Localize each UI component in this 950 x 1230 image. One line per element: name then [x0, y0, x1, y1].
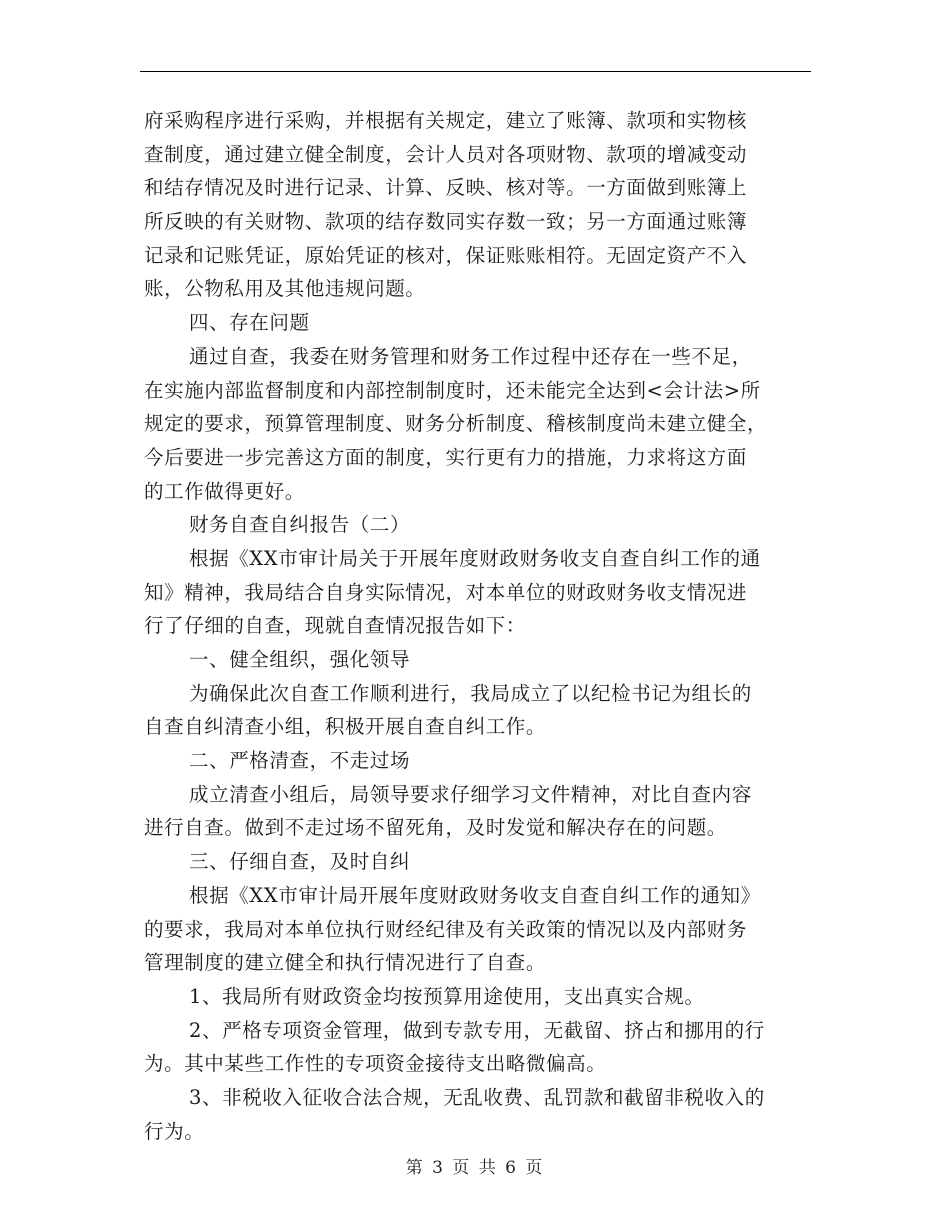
text-line: 2、严格专项资金管理，做到专款专用，无截留、挤占和挪用的行 — [189, 1018, 765, 1042]
text-line: 今后要进一步完善这方面的制度，实行更有力的措施，力求将这方面 — [144, 445, 748, 469]
text-line: 四、存在问题 — [189, 311, 310, 335]
text-line: 府采购程序进行采购，并根据有关规定，建立了账簿、款项和实物核 — [144, 109, 748, 132]
text-line: 1、我局所有财政资金均按预算用途使用，支出真实合规。 — [189, 984, 705, 1008]
text-line: 的要求，我局对本单位执行财经纪律及有关政策的情况以及内部财务 — [144, 917, 748, 941]
text-line: 3、非税收入征收合法合规，无乱收费、乱罚款和截留非税收入的 — [189, 1085, 765, 1109]
text-line: 规定的要求，预算管理制度、财务分析制度、稽核制度尚未建立健全， — [144, 412, 768, 436]
text-line: 自查自纠清查小组，积极开展自查自纠工作。 — [144, 715, 547, 739]
text-line: 知》精神，我局结合自身实际情况，对本单位的财政财务收支情况进 — [144, 580, 748, 604]
text-line: 根据《XX市审计局关于开展年度财政财务收支自查自纠工作的通 — [189, 546, 761, 570]
text-line: 账，公物私用及其他违规问题。 — [144, 277, 426, 301]
text-line: 行了仔细的自查，现就自查情况报告如下： — [144, 614, 526, 638]
text-line: 查制度，通过建立健全制度，会计人员对各项财物、款项的增减变动 — [144, 142, 748, 166]
text-line: 记录和记账凭证，原始凭证的核对，保证账账相符。无固定资产不入 — [144, 243, 748, 267]
text-line: 的工作做得更好。 — [144, 479, 305, 503]
text-line: 财务自查自纠报告（二） — [189, 513, 411, 537]
text-line: 在实施内部监督制度和内部控制制度时，还未能完全达到<会计法>所 — [144, 378, 761, 402]
text-line: 管理制度的建立健全和执行情况进行了自查。 — [144, 951, 547, 975]
text-line: 所反映的有关财物、款项的结存数同实存数一致；另一方面通过账簿 — [144, 210, 748, 234]
page-number: 第 3 页 共 6 页 — [405, 1158, 545, 1178]
text-line: 和结存情况及时进行记录、计算、反映、核对等。一方面做到账簿上 — [144, 176, 748, 200]
text-line: 二、严格清查，不走过场 — [189, 749, 411, 773]
text-line: 为确保此次自查工作顺利进行，我局成立了以纪检书记为组长的 — [189, 681, 752, 705]
text-line: 成立清查小组后，局领导要求仔细学习文件精神，对比自查内容 — [189, 782, 752, 806]
document-body — [144, 104, 811, 1148]
header-rule — [140, 71, 811, 72]
text-line: 一、健全组织，强化领导 — [189, 648, 411, 671]
text-line: 行为。 — [144, 1119, 205, 1143]
text-line: 三、仔细自查，及时自纠 — [189, 850, 411, 874]
text-line: 根据《XX市审计局开展年度财政财务收支自查自纠工作的通知》 — [189, 883, 761, 907]
text-line: 为。其中某些工作性的专项资金接待支出略微偏高。 — [144, 1052, 607, 1076]
text-line: 通过自查，我委在财务管理和财务工作过程中还存在一些不足， — [189, 344, 752, 368]
text-line: 进行自查。做到不走过场不留死角，及时发觉和解决存在的问题。 — [144, 816, 727, 840]
page-footer — [0, 1153, 950, 1178]
